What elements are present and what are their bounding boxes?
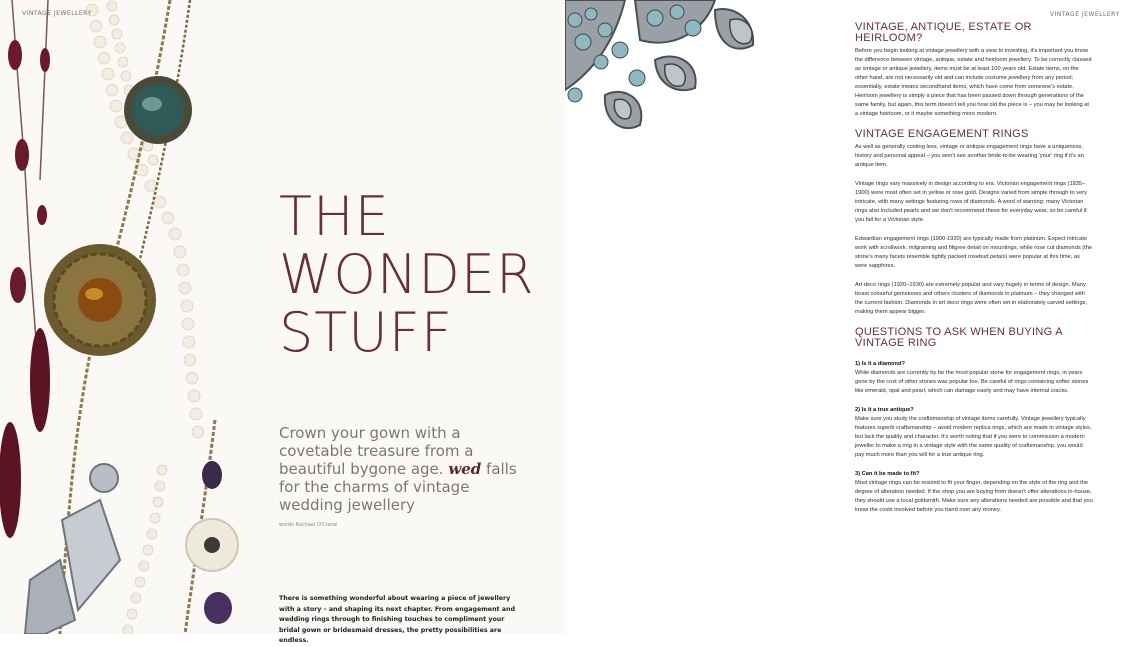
body-paragraph: Edwardian engagement rings (1900-1920) are typically made from platinum. Expect intricate work with scrollwork, milgraining and filigree detail on mountings, while rose cut diamonds (the stone's many facets resemble tightly packed rosebud petals) were popular at this time, as were sapphires. <box>855 236 1093 269</box>
brooch-photo <box>565 0 795 160</box>
section-heading: VINTAGE ENGAGEMENT RINGS <box>855 128 1029 140</box>
standfirst-text: Crown your gown with a covetable treasure from a beautiful bygone age. <box>279 424 474 478</box>
section-heading: QUESTIONS TO ASK WHEN BUYING A VINTAGE RING <box>855 326 1063 349</box>
body-paragraph: Before you begin looking at vintage jewellery with a view to investing, it's important you know the difference between vintage, antique, estate and heirloom jewellery. To be correctly classed as vintage or antique jewellery, items must be at least 100 years old. Estate items, on the other hand, are not necessarily old and can include costume jewellery from any period; essentially, estate means secondhand items, which have come from someone's estate. Heirloom jewellery is simply a piece that has been passed down through generations of the same family, but again, this term doesn't tell you how old the piece is – you may be looking at a vintage heirloom, or it maybe something more modern. <box>855 48 1092 117</box>
article-body <box>855 22 1093 525</box>
left-page <box>0 0 565 644</box>
section-heading: VINTAGE, ANTIQUE, ESTATE OR HEIRLOOM? <box>855 21 1032 44</box>
body-paragraph: Vintage rings vary massively in design according to era. Victorian engagement rings (1835–1900) were most often set in yellow or rose gold. Designs varied from simple through to very intricate, with many settings featuring rows of diamonds. A word of warning: many Victorian rings also included pearls and we don't recommend these for everyday wear, so be careful if you fall for a Victorian style. <box>855 181 1088 223</box>
question-title: 1) Is it a diamond? <box>855 361 905 367</box>
question-title: 2) Is it a true antique? <box>855 407 914 413</box>
question-answer: Most vintage rings can be resized to fit your finger, depending on the style of the ring and the degree of alteration needed. If the shop you are buying from doesn't offer alterations in-house, they should use a local goldsmith. Make sure any alterations needed are possible and that you know the costs involved before you hand over any money. <box>855 480 1093 513</box>
standfirst <box>279 424 529 514</box>
jewellery-photo <box>0 0 265 634</box>
question-title: 3) Can it be made to fit? <box>855 471 920 477</box>
question-answer: While diamonds are currently by far the most popular stone for engagement rings, in years gone by the cost of other stones was popular too. Be careful of rings containing softer stones like emerald, opal and pearl, which can damage easily and may have internal cracks. <box>855 370 1089 394</box>
running-head: VINTAGE JEWELLERY <box>1050 11 1120 18</box>
magazine-brand: wed <box>448 460 482 478</box>
headline-line: WONDER <box>279 243 535 306</box>
headline-line: STUFF <box>279 301 453 364</box>
standfirst-text: falls for the charms of vintage wedding jewellery <box>279 460 517 514</box>
headline-line: THE <box>279 185 390 248</box>
intro-paragraph: There is something wonderful about wearing a piece of jewellery with a story – and shaping its next chapter. From engagement and wedding rings through to finishing touches to compliment your bridal gown or bridesmaid dresses, the pretty possibilities are endless. <box>279 595 515 644</box>
byline: words Rachael O'Crane <box>279 522 338 528</box>
question-answer: Make sure you study the craftsmanship of vintage items carefully. Vintage jewellery typically features superb craftsmanship – avoid modern replica rings, which are made in vintage styles, but lack the quality and character. It's worth noting that if you were to commission a modern jeweller to make a ring in a vintage style with the same quality of craftsmanship, you would pay much more than you will for a true antique ring. <box>855 416 1092 458</box>
headline <box>279 185 535 364</box>
running-head: VINTAGE JEWELLERY <box>22 10 92 17</box>
body-paragraph: Art deco rings (1920–1930) are extremely popular and vary hugely in terms of design. Many boast colourful gemstones and others clusters of diamonds in platinum – they changed with the current fashion. Diamonds in art deco rings were often set in elaborately carved settings, making them appear bigger. <box>855 282 1088 315</box>
body-paragraph: As well as generally costing less, vintage or antique engagement rings have a uniqueness, history and personal appeal – you won't see another bride-to-be wearing 'your' ring if it's an antique item. <box>855 144 1084 168</box>
